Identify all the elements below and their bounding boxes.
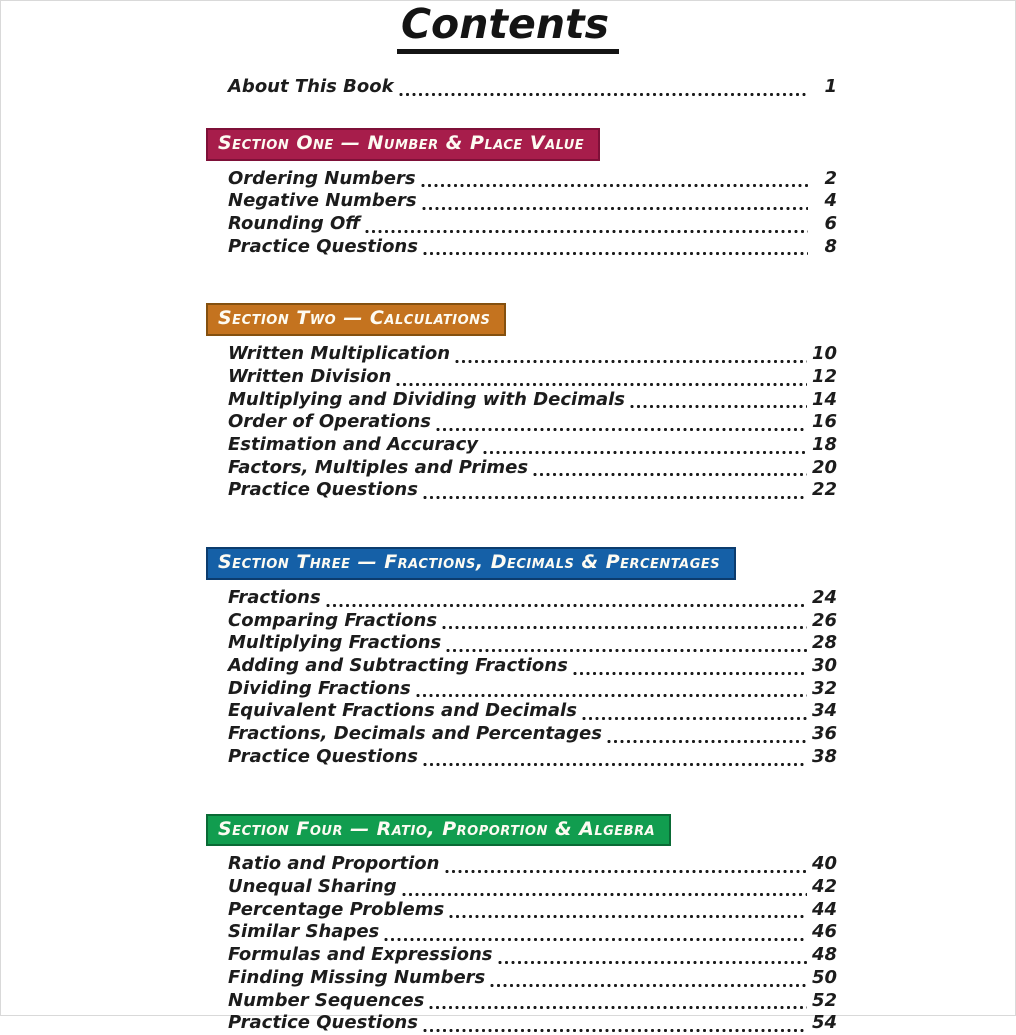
title-wrap [1, 1, 1015, 54]
toc-entry-label: Practice Questions [228, 479, 418, 501]
section-banner: Section Two — Calculations [206, 303, 506, 336]
toc-entry-label: Practice Questions [228, 745, 418, 767]
toc-entry [228, 457, 837, 480]
dot-leader [423, 1028, 807, 1033]
dot-leader [365, 229, 808, 234]
dot-leader [423, 251, 808, 256]
toc-entry-label: Multiplying and Dividing with Decimals [228, 388, 626, 410]
toc-entry-label: About This Book [228, 76, 394, 98]
toc-entry-page: 48 [811, 944, 837, 966]
toc-entry-label: Adding and Subtracting Fractions [228, 654, 568, 676]
dot-leader [436, 427, 807, 432]
toc-entry-page: 30 [811, 654, 837, 676]
toc-entry-label: Written Multiplication [228, 343, 451, 365]
sections-container [206, 128, 837, 1035]
toc-entry-label: Comparing Fractions [228, 609, 438, 631]
section-entries [206, 853, 837, 1035]
toc-entry-label: Factors, Multiples and Primes [228, 456, 529, 478]
toc-entry [228, 587, 837, 610]
toc-entry [228, 632, 837, 655]
toc-entry-page: 42 [811, 876, 837, 897]
toc-entry [228, 236, 837, 259]
toc-entry-label: Equivalent Fractions and Decimals [228, 700, 577, 722]
dot-leader [421, 183, 808, 188]
toc-entry-about [228, 76, 837, 99]
dot-leader [449, 914, 807, 919]
toc-entry [228, 700, 837, 723]
dot-leader [582, 716, 807, 721]
dot-leader [498, 960, 807, 965]
toc-entry-label: Negative Numbers [228, 190, 417, 212]
dot-leader [607, 739, 807, 744]
dot-leader [442, 625, 807, 630]
toc-section [206, 814, 837, 1035]
toc-entry-label: Practice Questions [228, 1012, 418, 1034]
dot-leader [483, 450, 807, 455]
dot-leader [533, 472, 807, 477]
toc-entry-page: 36 [811, 723, 837, 745]
toc-entry-page: 38 [811, 745, 837, 767]
toc-entry [228, 746, 837, 769]
toc-entry [228, 389, 837, 412]
section-entries [206, 343, 837, 502]
section-entries [206, 587, 837, 769]
toc-entry [228, 213, 837, 236]
toc-entry [228, 479, 837, 502]
dot-leader [384, 937, 807, 942]
toc-section [206, 547, 837, 768]
toc-entry-page: 4 [824, 190, 837, 212]
toc-entry [228, 343, 837, 366]
section-banner: Section Three — Fractions, Decimals & Percentages [206, 547, 736, 580]
toc-entry-label: Order of Operations [228, 411, 431, 433]
toc-entry-page: 54 [811, 1012, 837, 1034]
toc-entry [228, 944, 837, 967]
toc-entry [228, 853, 837, 876]
toc-entry-page: 46 [811, 921, 837, 943]
toc-entry-label: Unequal Sharing [228, 876, 397, 897]
toc-entry-label: Practice Questions [228, 235, 418, 257]
toc-entry [228, 678, 837, 701]
toc-entry [228, 899, 837, 922]
toc-entry-label: Rounding Off [228, 212, 361, 234]
toc-entry-page: 44 [811, 898, 837, 920]
toc-entry-label: Dividing Fractions [228, 677, 411, 699]
toc-entry [228, 610, 837, 633]
toc-entry-page: 2 [824, 167, 837, 189]
dot-leader [416, 693, 807, 698]
toc-entry [228, 921, 837, 944]
toc-entry-label: Multiplying Fractions [228, 632, 442, 654]
toc-content [206, 76, 837, 1035]
dot-leader [402, 892, 807, 897]
dot-leader [396, 382, 807, 387]
toc-entry-label: Estimation and Accuracy [228, 433, 478, 455]
toc-entry-page: 6 [824, 212, 837, 234]
toc-entry [228, 1012, 837, 1035]
toc-entry-page: 22 [811, 479, 837, 501]
toc-entry-label: Percentage Problems [228, 898, 445, 920]
toc-entry-label: Written Division [228, 365, 392, 387]
toc-entry [228, 655, 837, 678]
toc-entry [228, 967, 837, 990]
dot-leader [490, 983, 807, 988]
toc-entry-page: 1 [824, 76, 837, 98]
toc-section [206, 128, 837, 259]
toc-entry-page: 14 [811, 388, 837, 410]
toc-entry [228, 876, 837, 899]
toc-entry-page: 20 [811, 456, 837, 478]
toc-entry-label: Formulas and Expressions [228, 944, 493, 966]
toc-section [206, 303, 837, 502]
toc-entry [228, 168, 837, 191]
dot-leader [422, 206, 808, 211]
toc-entry-page: 18 [811, 433, 837, 455]
toc-entry-page: 10 [811, 343, 837, 365]
dot-leader [446, 648, 807, 653]
toc-entry-page: 34 [811, 700, 837, 722]
dot-leader [399, 92, 808, 97]
toc-entry-label: Ordering Numbers [228, 167, 416, 189]
toc-entry-page: 28 [811, 632, 837, 654]
toc-entry-label: Fractions, Decimals and Percentages [228, 723, 602, 745]
toc-entry-label: Fractions [228, 586, 321, 608]
toc-entry [228, 366, 837, 389]
toc-entry-page: 40 [811, 853, 837, 875]
dot-leader [630, 404, 807, 409]
dot-leader [429, 1005, 807, 1010]
toc-entry [228, 990, 837, 1013]
dot-leader [423, 762, 807, 767]
toc-entry [228, 434, 837, 457]
toc-entry-label: Number Sequences [228, 989, 425, 1011]
section-banner: Section One — Number & Place Value [206, 128, 600, 161]
toc-entry [228, 723, 837, 746]
toc-entry-page: 32 [811, 677, 837, 699]
toc-entry-label: Finding Missing Numbers [228, 966, 486, 988]
toc-entry-page: 26 [811, 609, 837, 631]
toc-entry-page: 12 [811, 365, 837, 387]
toc-entry [228, 411, 837, 434]
toc-entry-page: 24 [811, 586, 837, 608]
section-entries [206, 168, 837, 259]
toc-entry-label: Similar Shapes [228, 921, 380, 943]
dot-leader [326, 603, 807, 608]
dot-leader [445, 869, 807, 874]
toc-entry-page: 8 [824, 235, 837, 257]
dot-leader [573, 671, 807, 676]
toc-entry [228, 190, 837, 213]
toc-entry-page: 50 [811, 966, 837, 988]
page-title: Contents [397, 3, 619, 54]
toc-entry-page: 52 [811, 989, 837, 1011]
section-banner: Section Four — Ratio, Proportion & Algebra [206, 814, 671, 847]
dot-leader [455, 359, 807, 364]
dot-leader [423, 495, 807, 500]
toc-entry-label: Ratio and Proportion [228, 853, 440, 875]
toc-entry-page: 16 [811, 411, 837, 433]
